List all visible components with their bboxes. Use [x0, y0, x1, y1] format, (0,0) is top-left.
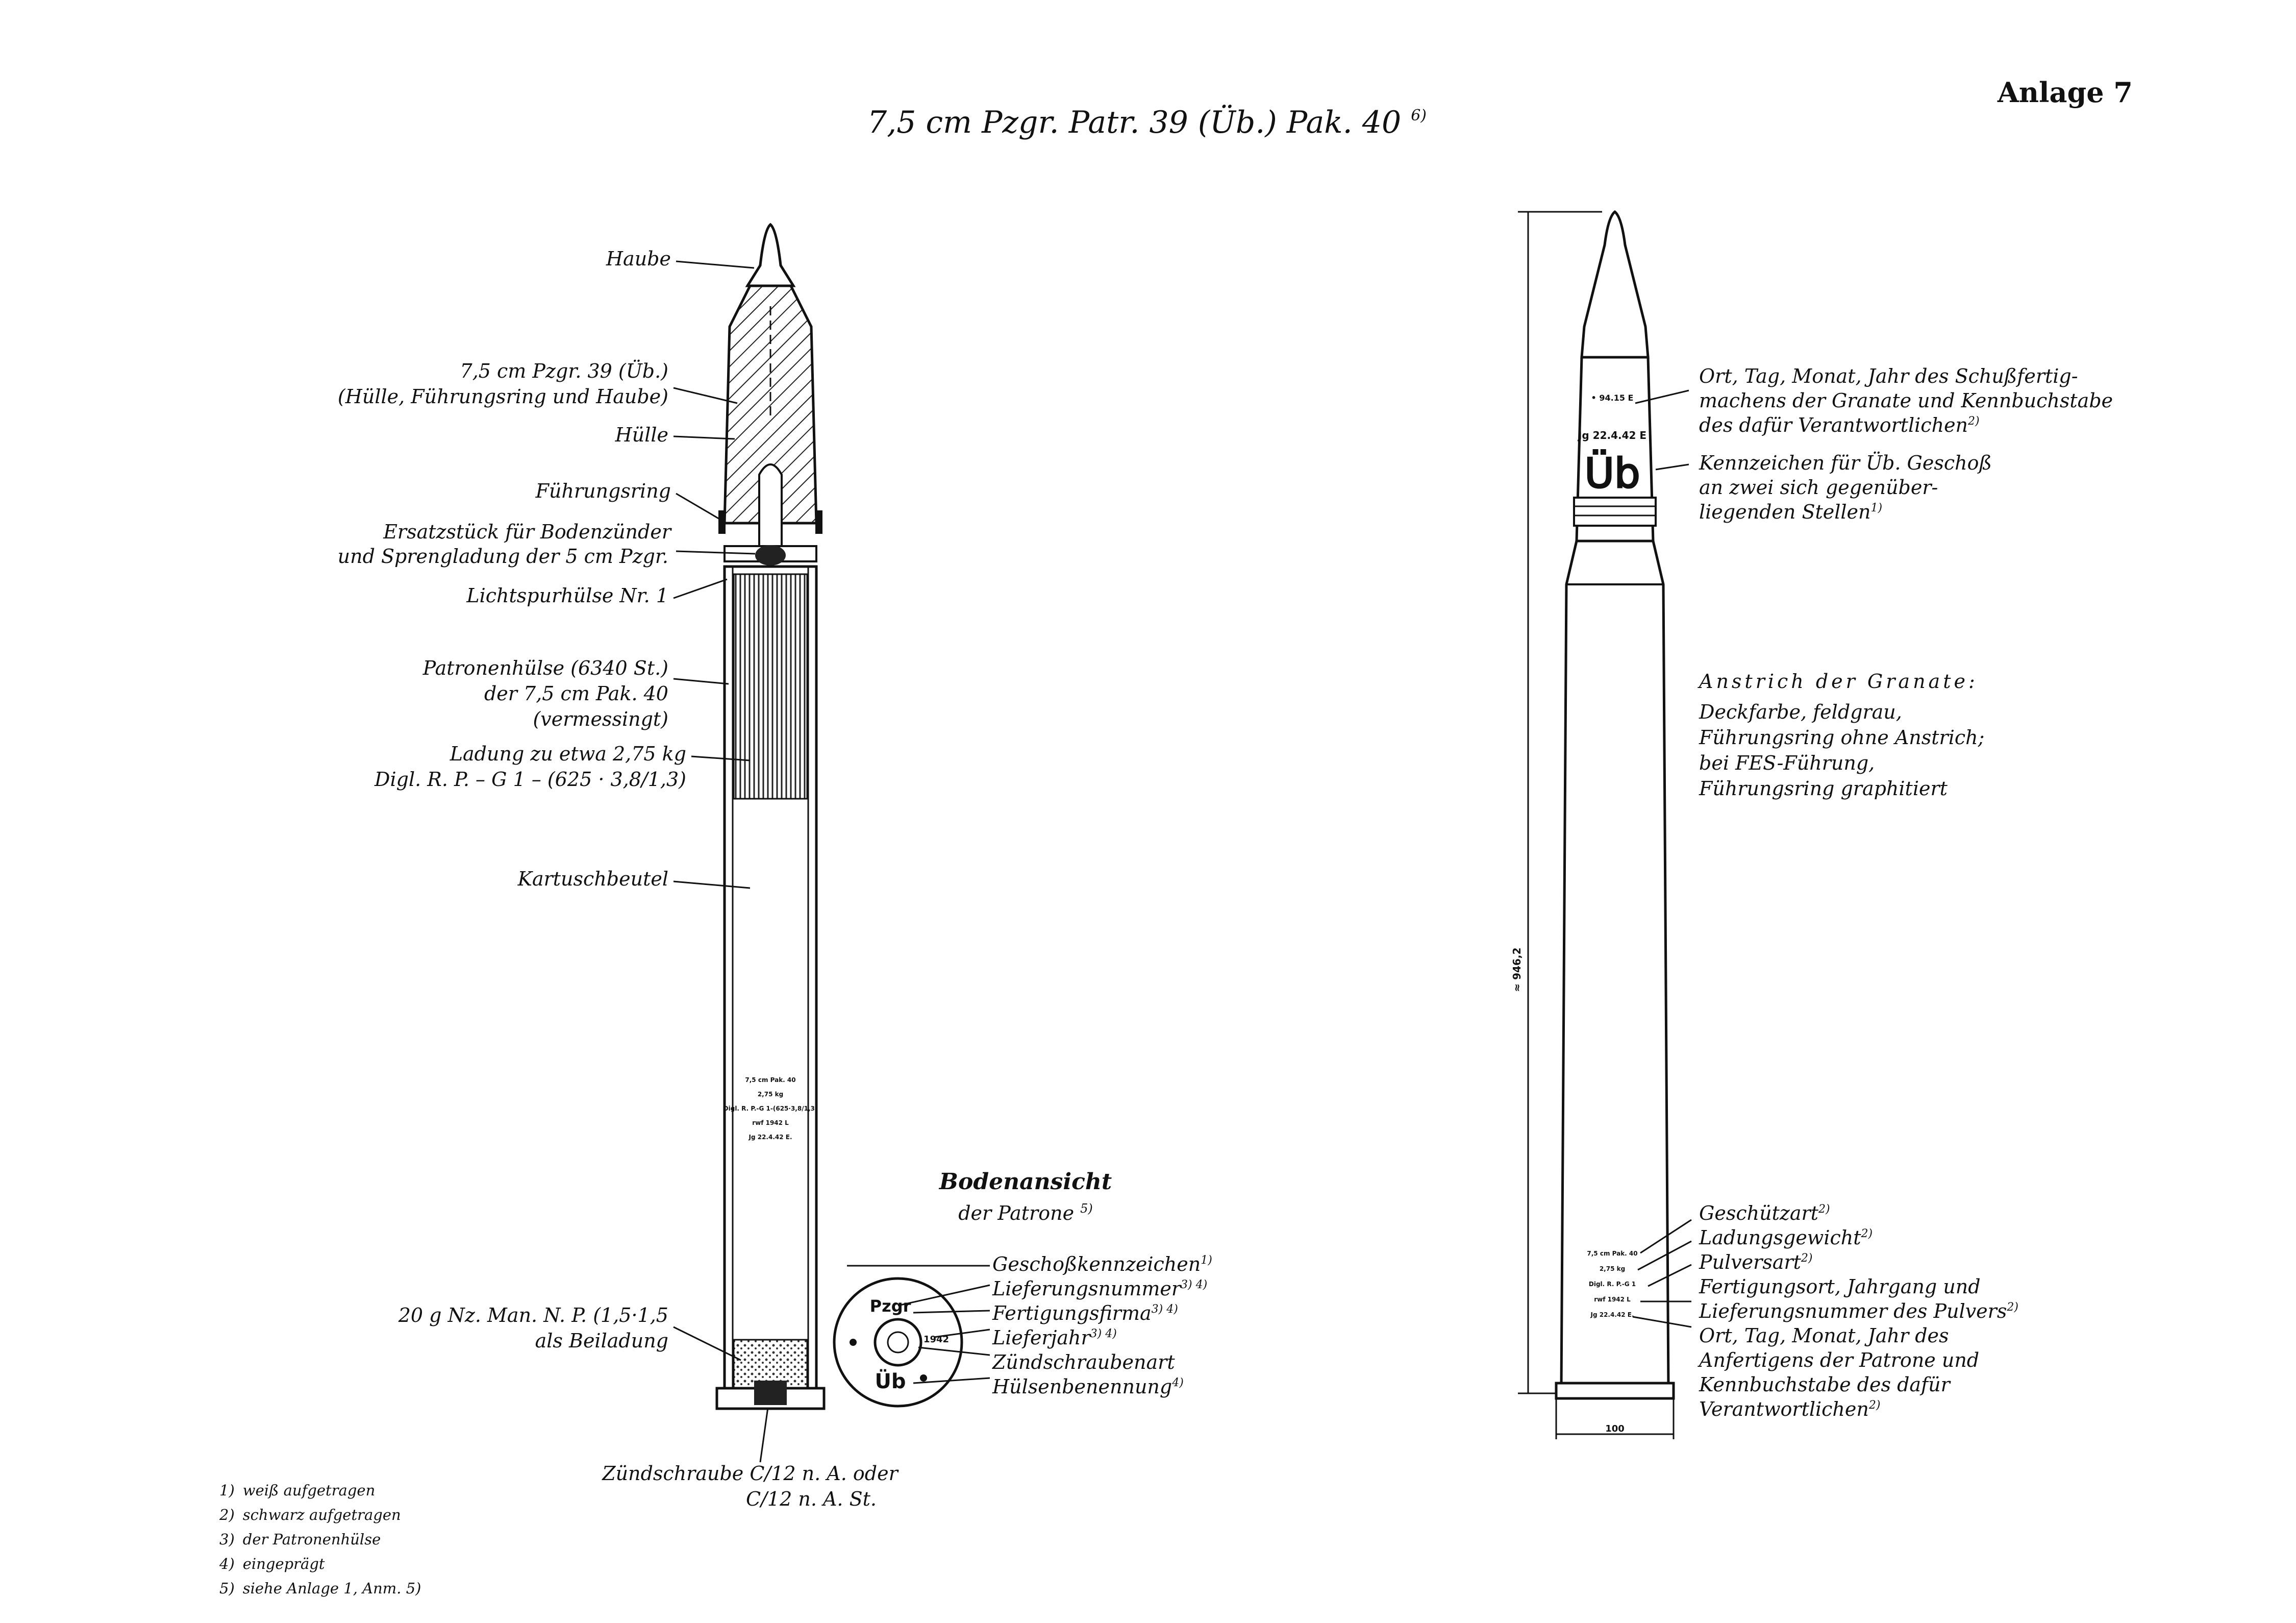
stencil-line: rwf 1942 L: [752, 1119, 789, 1126]
anstrich-1: Deckfarbe, feldgrau,: [1699, 701, 1902, 723]
label-geschuetz: [1699, 1202, 1830, 1224]
boden-item: [992, 1375, 1184, 1398]
leader-line: [676, 494, 720, 520]
leader-line: [673, 679, 729, 684]
left-label-zuend: [602, 1462, 899, 1510]
footnote-text: schwarz aufgetragen: [242, 1506, 401, 1523]
stencil-line: Jg 22.4.42 E.: [748, 1134, 792, 1141]
disc-year: 1942: [923, 1334, 950, 1345]
boden-title: Bodenansicht: [939, 1169, 1112, 1195]
propellant-charge: [734, 574, 807, 799]
leader-line: [1656, 464, 1689, 470]
label-lichtspur: Lichtspurhülse Nr. 1: [466, 584, 668, 607]
label-ort-3-text: des dafür Verantwortlichen: [1699, 414, 1968, 436]
stencil-line: rwf 1942 L: [1594, 1296, 1631, 1303]
label-ladungs: [1699, 1226, 1873, 1249]
stencil-line: 2,75 kg: [1599, 1265, 1626, 1272]
stencil-line: Digl. R. P.-G 1: [1588, 1281, 1636, 1288]
footnote-text: eingeprägt: [242, 1555, 325, 1572]
ersatzstueck-nut: [755, 545, 786, 565]
footnote: [219, 1580, 421, 1597]
label-ort-2: machens der Granate und Kennbuchstabe: [1699, 389, 2113, 412]
inner-cavity: [759, 464, 782, 551]
shell-ogive: [1582, 212, 1648, 357]
stencil-line: 7,5 cm Pak. 40: [745, 1076, 796, 1084]
label-sup: 2): [2007, 1301, 2018, 1314]
label-ort2-3: Kennbuchstabe des dafür: [1699, 1373, 1950, 1396]
label-ort2-1: Ort, Tag, Monat, Jahr des: [1699, 1324, 1949, 1347]
anstrich-2: Führungsring ohne Anstrich;: [1699, 726, 1985, 749]
label-ladung-1: Ladung zu etwa 2,75 kg: [450, 743, 686, 765]
footnote: [219, 1506, 401, 1523]
case-rim-exterior: [1556, 1383, 1674, 1398]
footnote-mark: 3): [219, 1531, 235, 1548]
boden-subtitle: [958, 1201, 1093, 1224]
label-ersatz-1: Ersatzstück für Bodenzünder: [383, 521, 671, 543]
boden-item-text: Lieferungsnummer: [992, 1277, 1181, 1300]
label-kartusch: Kartuschbeutel: [517, 868, 668, 890]
footnote-mark: 4): [219, 1555, 235, 1572]
dim-length: ≈ 946,2: [1511, 947, 1523, 992]
anlage-label: Anlage 7: [1997, 76, 2133, 109]
label-ort-1: Ort, Tag, Monat, Jahr des Schußfertig-: [1699, 365, 2078, 387]
stencil-line: 7,5 cm Pak. 40: [1587, 1250, 1638, 1257]
page-title-text: 7,5 cm Pzgr. Patr. 39 (Üb.) Pak. 40: [867, 105, 1402, 140]
footnote-mark: 1): [219, 1482, 235, 1499]
base-disc-primer: [888, 1332, 908, 1353]
boden-item-text: Zündschraubenart: [992, 1351, 1175, 1373]
boden-item: [992, 1302, 1178, 1324]
disc-dot: [850, 1339, 857, 1346]
label-fert-2: [1699, 1300, 2018, 1322]
label-kenn-2: an zwei sich gegenüber-: [1699, 476, 1938, 499]
label-patronen-2: der 7,5 cm Pak. 40: [484, 682, 668, 705]
label-pzgr-1: 7,5 cm Pzgr. 39 (Üb.): [460, 360, 668, 382]
leader-line: [673, 579, 727, 598]
label-fert-2-text: Lieferungsnummer des Pulvers: [1699, 1300, 2007, 1322]
anstrich-3: bei FES-Führung,: [1699, 752, 1875, 774]
footnote-text: weiß aufgetragen: [242, 1482, 376, 1499]
label-kenn-1: Kennzeichen für Üb. Geschoß: [1699, 452, 1992, 474]
anstrich-title: Anstrich der Granate:: [1699, 670, 1978, 693]
boden-item: [992, 1326, 1117, 1349]
stencil-line: Digl. R. P.-G 1-(625·3,8/1,3): [723, 1105, 818, 1112]
label-pulver: [1699, 1251, 1813, 1273]
footnotes: [219, 1482, 421, 1597]
stencil-line: Jg 22.4.42 E.: [1590, 1311, 1634, 1318]
boden-item-sup: 1): [1201, 1254, 1212, 1267]
label-patronen-1: Patronenhülse (6340 St.): [422, 657, 668, 679]
disc-ueb: Üb: [875, 1370, 906, 1393]
label-sup: 2): [1801, 1252, 1813, 1265]
label-kenn-3: [1699, 501, 1882, 523]
label-fuehrungsring: Führungsring: [535, 480, 671, 502]
label-sup: 2): [1868, 1399, 1881, 1412]
label-kenn-3-text: liegenden Stellen: [1699, 501, 1871, 523]
label-fert-1: Fertigungsort, Jahrgang und: [1699, 1275, 1981, 1298]
label-pulver-text: Pulversart: [1699, 1251, 1801, 1273]
right-labels: [1698, 365, 2113, 1420]
label-beiladung-1: 20 g Nz. Man. N. P. (1,5·1,5: [398, 1304, 668, 1326]
boden-item-text: Fertigungsfirma: [992, 1302, 1152, 1324]
label-sup: 2): [1818, 1203, 1830, 1216]
label-patronen-3: (vermessingt): [533, 708, 668, 730]
boden-item-sup: 4): [1172, 1376, 1184, 1389]
leader-line: [760, 1408, 768, 1462]
disc-pzgr: Pzgr: [869, 1296, 911, 1316]
label-sup: 2): [1861, 1227, 1873, 1240]
label-beiladung-2: als Beiladung: [535, 1330, 668, 1352]
haube-tip: [747, 225, 793, 286]
footnote: [219, 1555, 325, 1572]
label-ladung-2: Digl. R. P. – G 1 – (625 · 3,8/1,3): [375, 768, 686, 791]
boden-item-text: Lieferjahr: [992, 1326, 1090, 1349]
label-ladungs-text: Ladungsgewicht: [1699, 1226, 1861, 1249]
label-ort2-2: Anfertigens der Patrone und: [1699, 1349, 1980, 1371]
footnote: [219, 1482, 375, 1499]
label-kenn-3-sup: 1): [1870, 502, 1883, 514]
footnote: [219, 1531, 381, 1548]
shell-driving-band: [1574, 498, 1656, 526]
shell-emblem: Üb: [1584, 450, 1640, 497]
disc-dot: [920, 1374, 927, 1382]
label-ort-3: [1699, 414, 1980, 436]
dim-base: 100: [1605, 1423, 1625, 1434]
fuehrungsring-mark: [718, 510, 726, 534]
bodenansicht: [834, 1169, 1212, 1406]
boden-item-text: Hülsenbenennung: [992, 1375, 1172, 1398]
footnote-text: siehe Anlage 1, Anm. 5): [242, 1580, 421, 1597]
boden-item-sup: 3) 4): [1151, 1303, 1178, 1316]
boden-labels: [992, 1253, 1212, 1398]
label-geschuetz-text: Geschützart: [1699, 1202, 1818, 1224]
stencil-line: 2,75 kg: [757, 1091, 784, 1098]
page-title-sup: 6): [1411, 107, 1427, 125]
leader-line: [676, 261, 754, 268]
label-zuend-1: Zündschraube C/12 n. A. oder: [602, 1462, 898, 1485]
boden-item-sup: 3) 4): [1181, 1278, 1208, 1291]
zuendschraube: [754, 1381, 787, 1405]
label-ort2-4-text: Verantwortlichen: [1699, 1398, 1869, 1420]
label-huelle: Hülle: [615, 424, 668, 446]
case-exterior: [1561, 541, 1668, 1388]
boden-subtitle-text: der Patrone: [958, 1202, 1075, 1224]
boden-item: [992, 1253, 1212, 1275]
boden-subtitle-sup: 5): [1080, 1201, 1093, 1216]
label-zuend-2: C/12 n. A. St.: [746, 1488, 877, 1510]
boden-item: [992, 1351, 1175, 1373]
boden-item-sup: 3) 4): [1090, 1327, 1117, 1340]
shell-stencil-mid: Jg 22.4.42 E: [1578, 429, 1647, 441]
footnote-mark: 2): [219, 1506, 235, 1523]
exterior-cartridge: [1511, 212, 1674, 1439]
label-haube: Haube: [606, 248, 671, 270]
label-ort-3-sup: 2): [1968, 415, 1980, 428]
boden-item: [992, 1277, 1207, 1300]
boden-item-text: Geschoßkennzeichen: [992, 1253, 1201, 1275]
label-ersatz-2: und Sprengladung der 5 cm Pzgr.: [337, 545, 668, 568]
label-ort2-4: [1699, 1398, 1880, 1420]
fuehrungsring-mark-right: [815, 510, 822, 534]
page-title: [867, 105, 1427, 140]
footnote-text: der Patronenhülse: [242, 1531, 381, 1548]
anstrich-4: Führungsring graphitiert: [1699, 777, 1948, 800]
left-labels: [338, 248, 686, 1352]
label-pzgr-2: (Hülle, Führungsring und Haube): [337, 385, 668, 408]
shell-stencil-top: • 94.15 E: [1591, 393, 1634, 403]
footnote-mark: 5): [219, 1580, 235, 1597]
